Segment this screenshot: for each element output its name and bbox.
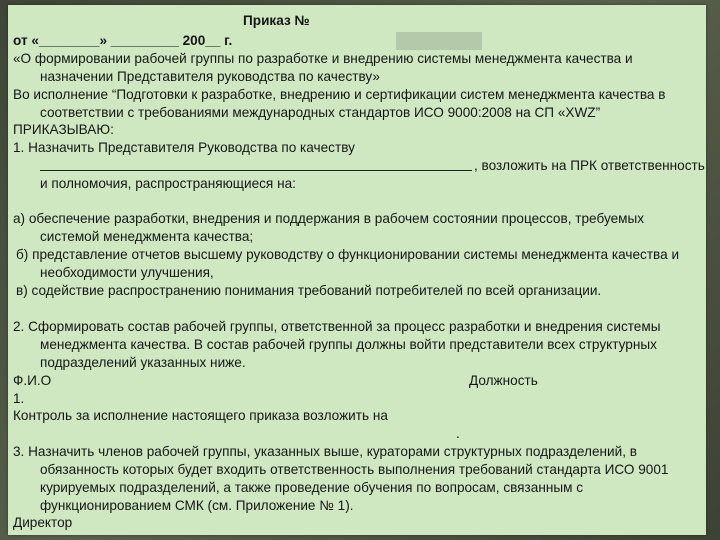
- item-a-line-1: а) обеспечение разработки, внедрения и поддержания в рабочем состоянии процессов, требуемых: [13, 211, 645, 226]
- item-3-line-3: курируемых подразделений, а также проведение обучения по вопросам, связанным с: [40, 480, 584, 495]
- row-number: 1.: [13, 391, 25, 406]
- blank-underline: [40, 170, 472, 171]
- order-title: Приказ №: [243, 13, 310, 28]
- item-1-line-1: 1. Назначить Представителя Руководства по качеству: [13, 140, 355, 155]
- item-b-line-1: б) представление отчетов высшему руководству о функционировании системы менеджмента качества и: [16, 247, 680, 262]
- item-a-line-2: системой менеджмента качества;: [40, 229, 254, 244]
- item-c-line-1: в) содействие распространению понимания требований потребителей по всей организации.: [16, 283, 602, 298]
- item-3-line-4: функционированием СМК (см. Приложение № 1).: [40, 498, 354, 513]
- control-line: Контроль за исполнение настоящего приказа возложить на: [13, 408, 388, 423]
- signature-label: Директор: [13, 515, 73, 530]
- position-label: Должность: [469, 373, 538, 388]
- order-subject-line-1: «О формировании рабочей группы по разработке и внедрению системы менеджмента качества и: [13, 51, 633, 66]
- order-word: ПРИКАЗЫВАЮ:: [13, 122, 114, 137]
- stray-dot: .: [456, 426, 460, 441]
- document-page: [8, 5, 706, 535]
- intro-line-1: Во исполнение “Подготовки к разработке, внедрению и сертификации систем менеджмента качества в: [13, 87, 666, 102]
- item-2-line-3: подразделений указанных ниже.: [40, 355, 246, 370]
- item-1-line-2: , возложить на ПРК ответственность: [474, 158, 705, 173]
- order-subject-line-2: назначении Представителя руководства по качеству»: [40, 69, 380, 84]
- fio-label: Ф.И.О: [13, 373, 52, 388]
- item-3-line-1: 3. Назначить членов рабочей группы, указанных выше, кураторами структурных подразделений, в: [13, 444, 637, 459]
- order-date-line: от «________» _________ 200__ г.: [13, 33, 233, 48]
- item-b-line-2: необходимости улучшения,: [40, 265, 214, 280]
- intro-line-2: соответствии с требованиями международных стандартов ИСО 9000:2008 на СП «XWZ”: [40, 105, 601, 120]
- scan-artifact: [396, 32, 482, 50]
- item-2-line-2: менеджмента качества. В состав рабочей группы должны войти представители всех структурных: [40, 337, 657, 352]
- item-1-line-3: и полномочия, распространяющиеся на:: [40, 176, 296, 191]
- item-3-line-2: обязанность которых будет входить ответственность выполнения требований стандарта ИСО 9001: [40, 462, 669, 477]
- item-2-line-1: 2. Сформировать состав рабочей группы, ответственной за процесс разработки и внедрения системы: [13, 319, 661, 334]
